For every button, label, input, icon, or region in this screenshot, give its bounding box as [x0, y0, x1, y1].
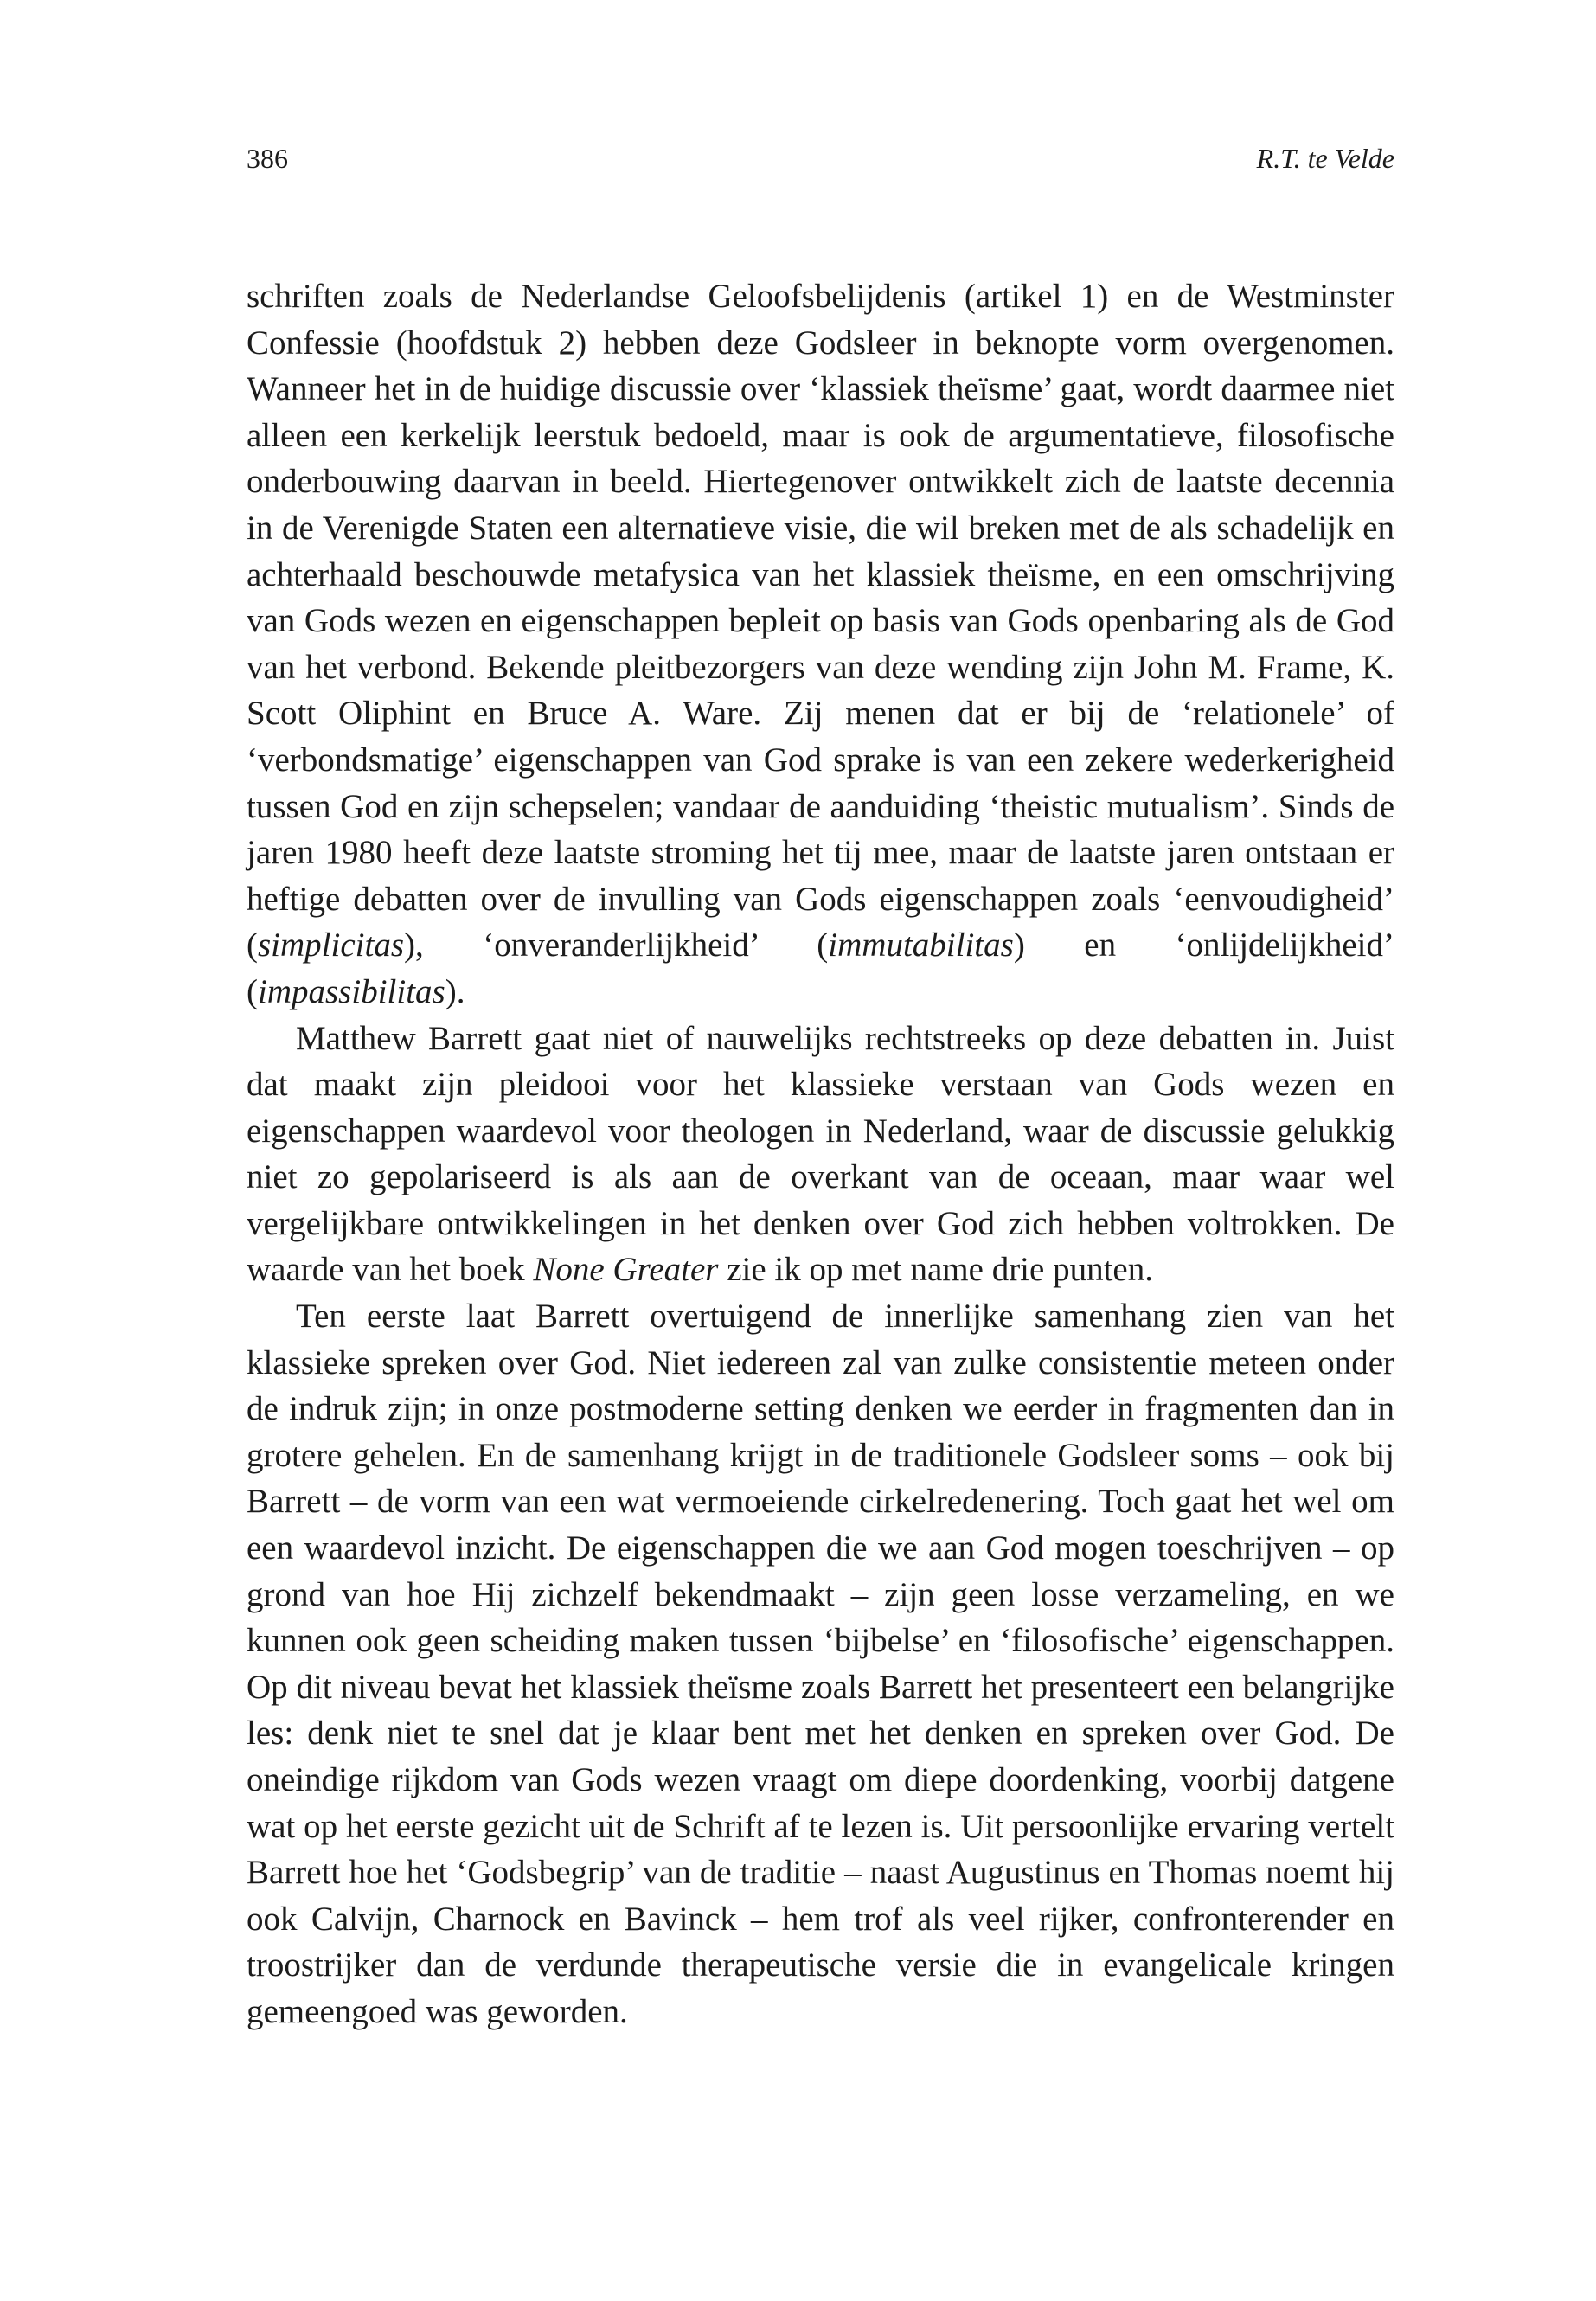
- text-segment: ).: [445, 972, 465, 1010]
- text-segment: ) en ‘onlijdelijkheid’ (: [247, 926, 1394, 1010]
- paragraph-first-point: [247, 1293, 1394, 2035]
- text-segment: zie ik op met name drie punten.: [718, 1251, 1153, 1289]
- text-segment: schriften zoals de Nederlandse Geloofsbelijdenis (artikel 1) en de Westminster Confessie (hoofdstuk 2) hebben deze Godsleer in beknopte vorm overgenomen. Wanneer het in de huidige discussie over ‘klassiek theïsme’ gaat, wordt daarmee niet alleen een kerkelijk leerstuk bedoeld, maar is ook de argumentatieve, filosofische onderbouwing daarvan in beeld. Hiertegenover ontwikkelt zich de laatste decennia in de Verenigde Staten een alternatieve visie, die wil breken met de als schadelijk en achterhaald beschouwde metafysica van het klassiek theïsme, en een omschrijving van Gods wezen en eigenschappen bepleit op basis van Gods openbaring als de God van het verbond. Bekende pleitbezorgers van deze wending zijn John M. Frame, K. Scott Oliphint en Bruce A. Ware. Zij menen dat er bij de ‘relationele’ of ‘verbondsmatige’ eigenschappen van God sprake is van een zekere wederkerigheid tussen God en zijn schepselen; vandaar de aanduiding ‘theistic mutualism’. Sinds de jaren 1980 heeft deze laatste stroming het tij mee, maar de laatste jaren ontstaan er heftige debatten over de invulling van Gods eigenschappen zoals ‘eenvoudigheid’ (: [247, 278, 1394, 965]
- text-segment: Matthew Barrett gaat niet of nauwelijks rechtstreeks op deze debatten in. Juist dat maakt zijn pleidooi voor het klassieke verstaan van Gods wezen en eigenschappen waardevol voor theologen in Nederland, waar de discussie gelukkig niet zo gepolariseerd is als aan de overkant van de oceaan, maar waar wel vergelijkbare ontwikkelingen in het denken over God zich hebben voltrokken. De waarde van het boek: [247, 1019, 1394, 1289]
- running-title: R.T. te Velde: [1256, 143, 1394, 174]
- page-number: 386: [247, 143, 288, 174]
- body-text: [247, 273, 1394, 2035]
- book-title: None Greater: [533, 1251, 719, 1289]
- text-segment: Ten eerste laat Barrett overtuigend de innerlijke samenhang zien van het klassieke spreken over God. Niet iedereen zal van zulke consistentie meteen onder de indruk zijn; in onze postmoderne setting denken we eerder in fragmenten dan in grotere gehelen. En de samenhang krijgt in de traditionele Godsleer soms – ook bij Barrett – de vorm van een wat vermoeiende cirkelredenering. Toch gaat het wel om een waardevol inzicht. De eigenschappen die we aan God mogen toeschrijven – op grond van hoe Hij zichzelf bekendmaakt – zijn geen losse verzameling, en we kunnen ook geen scheiding maken tussen ‘bijbelse’ en ‘filosofische’ eigenschappen. Op dit niveau bevat het klassiek theïsme zoals Barrett het presenteert een belangrijke les: denk niet te snel dat je klaar bent met het denken en spreken over God. De oneindige rijkdom van Gods wezen vraagt om diepe doordenking, voorbij datgene wat op het eerste gezicht uit de Schrift af te lezen is. Uit persoonlijke ervaring vertelt Barrett hoe het ‘Godsbegrip’ van de traditie – naast Augustinus en Thomas noemt hij ook Calvijn, Charnock en Bavinck – hem trof als veel rijker, confronterender en troostrijker dan de verdunde therapeutische versie die in evangelicale kringen gemeengoed was geworden.: [247, 1298, 1394, 2030]
- italic-term-simplicitas: simplicitas: [258, 926, 405, 965]
- italic-term-immutabilitas: immutabilitas: [828, 926, 1014, 965]
- italic-term-impassibilitas: impassibilitas: [258, 972, 445, 1010]
- running-header: [247, 137, 1394, 180]
- paragraph-barrett: [247, 1016, 1394, 1294]
- text-segment: ), ‘onveranderlijkheid’ (: [404, 926, 829, 965]
- paragraph-continuation: [247, 273, 1394, 1016]
